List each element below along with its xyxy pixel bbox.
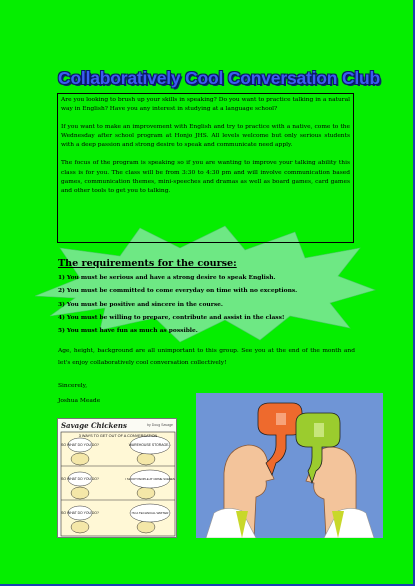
- flyer-title: Collaboratively Cool Conversation Club: [58, 68, 381, 88]
- comic-title: Savage Chickens: [61, 421, 127, 430]
- comic-bubble: SO WHAT DO YOU DO?: [61, 511, 99, 515]
- intro-paragraph: Are you looking to brush up your skills in speaking? Do you want to practice talking in a natural way in English? Have you any interest in studying at a language school?: [61, 97, 350, 113]
- intro-box: [57, 93, 354, 243]
- requirement-item: 2) You must be committed to come everyday on time with no exceptions.: [58, 287, 298, 295]
- comic-art: [58, 419, 178, 539]
- comic-heading: 3 WAYS TO GET OUT OF A CONVERSATION: [78, 434, 158, 438]
- comic-strip: [57, 418, 177, 538]
- requirement-item: 5) You must have fun as much as possible.: [58, 327, 198, 335]
- comic-credit: by Doug Savage: [147, 423, 173, 427]
- requirement-item: 3) You must be positive and sincere in the course.: [58, 300, 223, 308]
- closing-paragraph: Age, height, background are all unimportant to this group. See you at the end of the month and let's enjoy collaboratively cool conversation collectively!: [58, 348, 355, 366]
- requirements-title: The requirements for the course:: [58, 258, 237, 269]
- intro-paragraph: If you want to make an improvement with English and try to practice with a native, come to the Wednesday after school program at Honjo JHS. All levels welcome but only serious students with a deep passion and strong desire to speak and communicate need apply.: [61, 124, 350, 149]
- requirement-item: 1) You must be serious and have a strong desire to speak English.: [58, 274, 276, 281]
- intro-paragraph: The focus of the program is speaking so if you are wanting to improve your talking ability this class is for you. The class will be from 3:30 to 4:30 pm and will involve communication based games, communication themes, mini-speeches and dramas as well as board games, card games and other tools to get you to talking.: [61, 160, 350, 194]
- requirements-list: [58, 271, 297, 337]
- comic-bubble: I'M A TECHNICAL WRITER: [131, 511, 169, 515]
- comic-bubble: SO WHAT DO YOU DO?: [61, 443, 99, 447]
- comic-bubble: SO WHAT DO YOU DO?: [61, 477, 99, 481]
- comic-bubble: I SHOOT PEOPLE AT CRIME SCENES: [125, 477, 175, 481]
- sign-off: Sincerely,: [58, 383, 88, 389]
- conversation-illustration: [196, 393, 383, 538]
- requirement-item: 4) You must be willing to prepare, contribute and assist in the class!: [58, 313, 285, 321]
- signer-name: Joshua Meade: [58, 398, 101, 404]
- comic-bubble: WAREHOUSE STORAGE...: [128, 443, 172, 447]
